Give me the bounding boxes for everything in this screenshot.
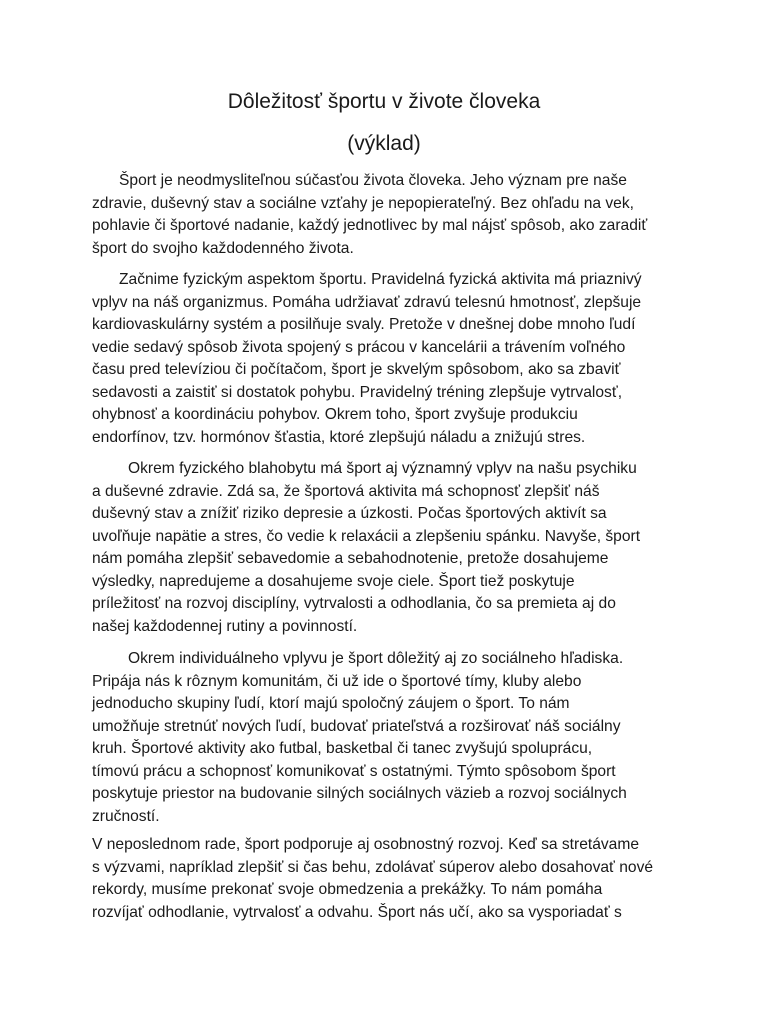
text-line: jednoducho skupiny ľudí, ktorí majú spoločný záujem o šport. To nám xyxy=(92,695,570,712)
text-line: V neposlednom rade, šport podporuje aj osobnostný rozvoj. Keď sa stretávame xyxy=(92,836,640,853)
text-line: Šport je neodmysliteľnou súčasťou života človeka. Jeho význam pre naše xyxy=(119,172,627,189)
text-line: Okrem individuálneho vplyvu je šport dôležitý aj zo sociálneho hľadiska. xyxy=(128,650,624,667)
text-line: endorfínov, tzv. hormónov šťastia, ktoré zlepšujú náladu a znižujú stres. xyxy=(92,428,586,446)
text-line: Pripája nás k rôznym komunitám, či už ide o športové tímy, kluby alebo xyxy=(92,672,582,690)
paragraph-personal xyxy=(92,834,672,924)
paragraph-mental xyxy=(92,458,672,638)
text-line: šport do svojho každodenného života. xyxy=(92,239,354,257)
text-line: príležitosť na rozvoj disciplíny, vytrvalosti a odhodlania, čo sa premieta aj do xyxy=(92,595,616,612)
text-line: našej každodennej rutiny a povinností. xyxy=(92,617,358,635)
text-line: kruh. Športové aktivity ako futbal, basketbal či tanec zvyšujú spoluprácu, xyxy=(92,740,593,757)
text-line: rekordy, musíme prekonať svoje obmedzenia a prekážky. To nám pomáha xyxy=(92,881,603,898)
text-line: vedie sedavý spôsob života spojený s prácou v kancelárii a trávením voľného xyxy=(92,338,626,356)
text-line: výsledky, napredujeme a dosahujeme svoje ciele. Šport tiež poskytuje xyxy=(92,572,575,590)
text-line: kardiovaskulárny systém a posilňuje svaly. Pretože v dnešnej dobe mnoho ľudí xyxy=(92,316,636,333)
text-line: a duševné zdravie. Zdá sa, že športová aktivita má schopnosť zlepšiť náš xyxy=(92,482,600,500)
text-line: času pred televíziou či počítačom, šport je skvelým spôsobom, ako sa zbaviť xyxy=(92,361,621,378)
text-line: ohybnosť a koordináciu pohybov. Okrem toho, šport zvyšuje produkciu xyxy=(92,406,578,423)
text-line: Okrem fyzického blahobytu má šport aj významný vplyv na našu psychiku xyxy=(128,460,637,477)
text-line: uvoľňuje napätie a stres, čo vedie k relaxácii a zlepšeniu spánku. Navyše, šport xyxy=(92,527,641,545)
paragraph-intro xyxy=(92,170,672,260)
text-line: Začnime fyzickým aspektom športu. Pravidelná fyzická aktivita má priaznivý xyxy=(119,271,642,288)
paragraph-physical xyxy=(92,269,672,449)
text-line: duševný stav a znížiť riziko depresie a úzkosti. Počas športových aktivít sa xyxy=(92,505,607,522)
paragraph-social xyxy=(92,648,672,828)
text-line: rozvíjať odhodlanie, vytrvalosť a odvahu. Šport nás učí, ako sa vysporiadať s xyxy=(92,903,622,921)
document-title: Dôležitosť športu v živote človeka xyxy=(227,90,541,113)
text-line: nám pomáha zlepšiť sebavedomie a sebahodnotenie, pretože dosahujeme xyxy=(92,550,609,567)
text-line: tímovú prácu a schopnosť komunikovať s ostatnými. Týmto spôsobom šport xyxy=(92,762,616,780)
text-line: zručností. xyxy=(92,807,160,825)
text-line: pohlavie či športové nadanie, každý jednotlivec by mal nájsť spôsob, ako zaradiť xyxy=(92,217,648,234)
text-line: vplyv na náš organizmus. Pomáha udržiavať zdravú telesnú hmotnosť, zlepšuje xyxy=(92,293,642,311)
text-line: sedavosti a zaistiť si dostatok pohybu. Pravidelný tréning zlepšuje vytrvalosť, xyxy=(92,383,623,401)
text-line: s výzvami, napríklad zlepšiť si čas behu, zdolávať súperov alebo dosahovať nové xyxy=(92,858,654,876)
document-subtitle: (výklad) xyxy=(347,132,421,155)
text-line: umožňuje stretnúť nových ľudí, budovať priateľstvá a rozširovať náš sociálny xyxy=(92,717,621,735)
text-line: poskytuje priestor na budovanie silných sociálnych väzieb a rozvoj sociálnych xyxy=(92,785,627,802)
text-line: zdravie, duševný stav a sociálne vzťahy je nepopierateľný. Bez ohľadu na vek, xyxy=(92,194,634,212)
